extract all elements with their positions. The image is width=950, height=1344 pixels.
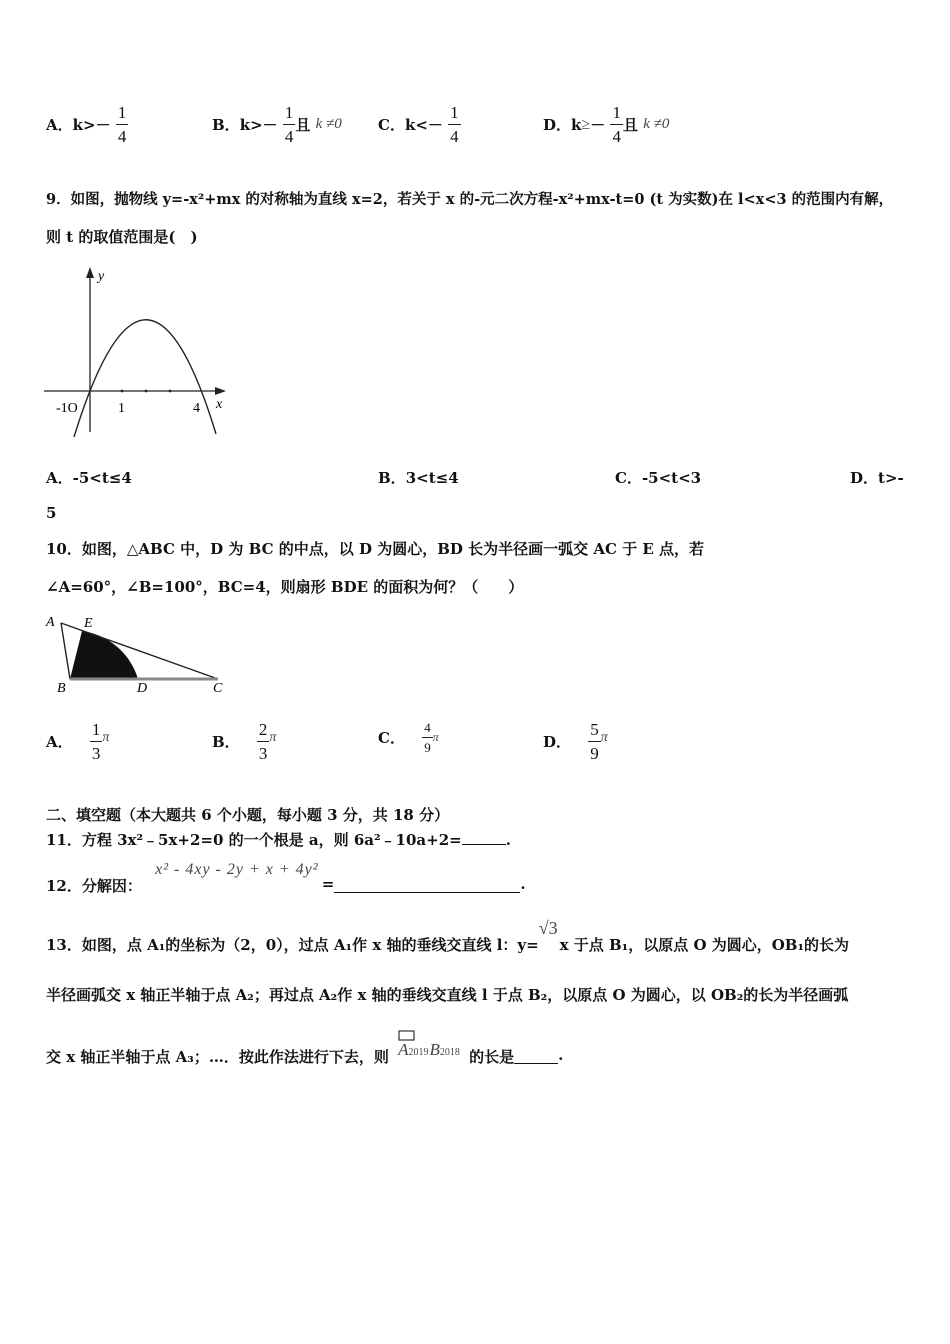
- arc-a2019-b2018: A2019B2018: [398, 1032, 460, 1060]
- q8-option-b: B．k>－ $\frac{1}{4}$ 且 k ≠0: [212, 103, 342, 146]
- q9-stem-line1: 9．如图，抛物线 y=-x²+mx 的对称轴为直线 x=2，若关于 x 的-元二次方程-x²+mx-t=0 (t 为实数)在 l<x<3 的范围内有解，: [46, 191, 894, 208]
- q11-text: 11．方程 3x²﹣5x+2=0 的一个根是 a，则 6a²﹣10a+2= .: [46, 831, 511, 849]
- q9-stem-line2: 则 t 的取值范围是( ): [46, 228, 198, 246]
- q9-option-b: B．3<t≤4: [378, 469, 459, 487]
- q10-triangle-figure: [40, 610, 235, 698]
- q9-option-d-wrap: 5: [46, 504, 57, 522]
- section-2-heading: 二、填空题（本大题共 6 个小题，每小题 3 分，共 18 分）: [46, 806, 450, 824]
- tick-2: [145, 390, 148, 393]
- label-b: B: [57, 681, 66, 696]
- tick-3: [169, 390, 172, 393]
- q9-option-c: C．-5<t<3: [615, 469, 702, 487]
- y-axis-arrow: [86, 267, 94, 278]
- tick-label-4: 4: [193, 401, 200, 416]
- q9-option-d: D．t>-: [850, 469, 904, 487]
- label-a: A: [46, 615, 55, 630]
- arc-symbol: [398, 1030, 416, 1042]
- answer-blank: [514, 1046, 558, 1064]
- answer-blank: [334, 875, 520, 893]
- tick-1: [121, 390, 124, 393]
- tick-label-1: 1: [118, 401, 125, 416]
- q13-line3: 交 x 轴正半轴于点 A₃；…．按此作法进行下去，则 A2019B2018 的长是 .: [46, 1032, 563, 1067]
- label-c: C: [213, 681, 223, 696]
- q13-line2: 半径画弧交 x 轴正半轴于点 A₂；再过点 A₂作 x 轴的垂线交直线 l 于点 B₂，以原点 O 为圆心，以 OB₂的长为半径画弧: [46, 986, 849, 1004]
- x-axis-arrow: [215, 387, 226, 395]
- q8-option-d: D．k≥－ $\frac{1}{4}$ 且 k ≠0: [543, 103, 670, 146]
- label-e: E: [84, 616, 93, 631]
- arc-box: [399, 1031, 414, 1040]
- sqrt-3: √3: [538, 918, 558, 938]
- side-ab: [61, 623, 70, 679]
- answer-blank: [462, 831, 506, 845]
- q8-option-c: C．k<－ $\frac{1}{4}$: [378, 103, 459, 146]
- q13-line1: 13．如图，点 A₁的坐标为（2，0），过点 A₁作 x 轴的垂线交直线 l：y=√3x 于点 B₁，以原点 O 为圆心，OB₁的长为: [46, 918, 850, 954]
- q8-option-a: A．k>－ $\frac{1}{4}$: [46, 103, 127, 146]
- q12-expression: x² - 4xy - 2y + x + 4y²: [155, 861, 319, 878]
- q12-text: 12．分解因： x² - 4xy - 2y + x + 4y² = .: [46, 861, 526, 895]
- y-axis-label: y: [98, 269, 105, 284]
- q9-option-a: A．-5<t≤4: [46, 469, 132, 487]
- q10-option-c: C． $\frac{4}{9}$ π: [378, 720, 439, 755]
- q9-parabola-graph: [40, 262, 235, 437]
- x-axis-label: x: [216, 397, 223, 412]
- tick-label-neg1-origin: -1O: [56, 401, 78, 416]
- q10-option-b: B． $\frac{2}{3}$ π: [212, 720, 277, 763]
- q10-option-d: D． $\frac{5}{9}$ π: [543, 720, 608, 763]
- label-d: D: [137, 681, 148, 696]
- q10-stem-line2: ∠A=60°，∠B=100°，BC=4，则扇形 BDE 的面积为何？（ ）: [46, 578, 524, 596]
- parabola-curve: [74, 320, 216, 437]
- q10-stem-line1: 10．如图，△ABC 中，D 为 BC 的中点，以 D 为圆心，BD 长为半径画一弧交 AC 于 E 点，若: [46, 540, 704, 558]
- q10-option-a: A． $\frac{1}{3}$ π: [46, 720, 110, 763]
